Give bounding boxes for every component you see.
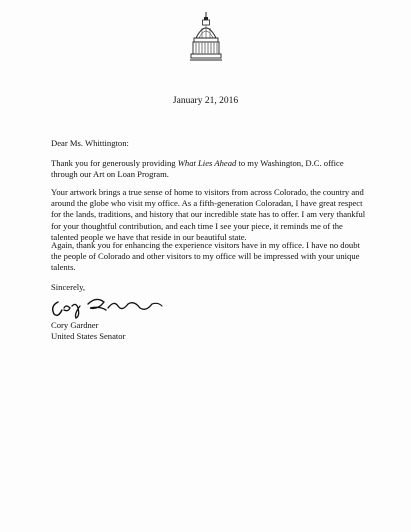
capitol-dome-icon xyxy=(190,12,222,64)
signer-title: United States Senator xyxy=(51,331,126,341)
handwritten-signature xyxy=(48,292,168,320)
artwork-title: What Lies Ahead xyxy=(177,158,237,168)
salutation: Dear Ms. Whittington: xyxy=(51,138,129,148)
signer-name: Cory Gardner xyxy=(51,320,99,330)
paragraph-1-lead: Thank you for generously providing xyxy=(51,158,178,168)
paragraph-2: Your artwork brings a true sense of home to visitors from across Colorado, the country and around the globe who visit my office. As a fifth-generation Coloradan, I have great respect for the lands, traditions, and history that our incredible state has to offer. I am very thankful for your thoughtful contribution, and each time I see your piece, it reminds me of the talented people we have that reside in our beautiful state. xyxy=(51,187,366,242)
paragraph-1 xyxy=(51,158,371,180)
paragraph-3: Again, thank you for enhancing the experience visitors have in my office. I have no doubt the people of Colorado and other visitors to my office will be impressed with your unique talents. xyxy=(51,240,360,273)
closing: Sincerely, xyxy=(51,282,86,292)
letter-date: January 21, 2016 xyxy=(172,96,239,106)
paragraph-1-tail: to my Washington, D.C. office through our Art on Loan Program. xyxy=(51,158,344,180)
